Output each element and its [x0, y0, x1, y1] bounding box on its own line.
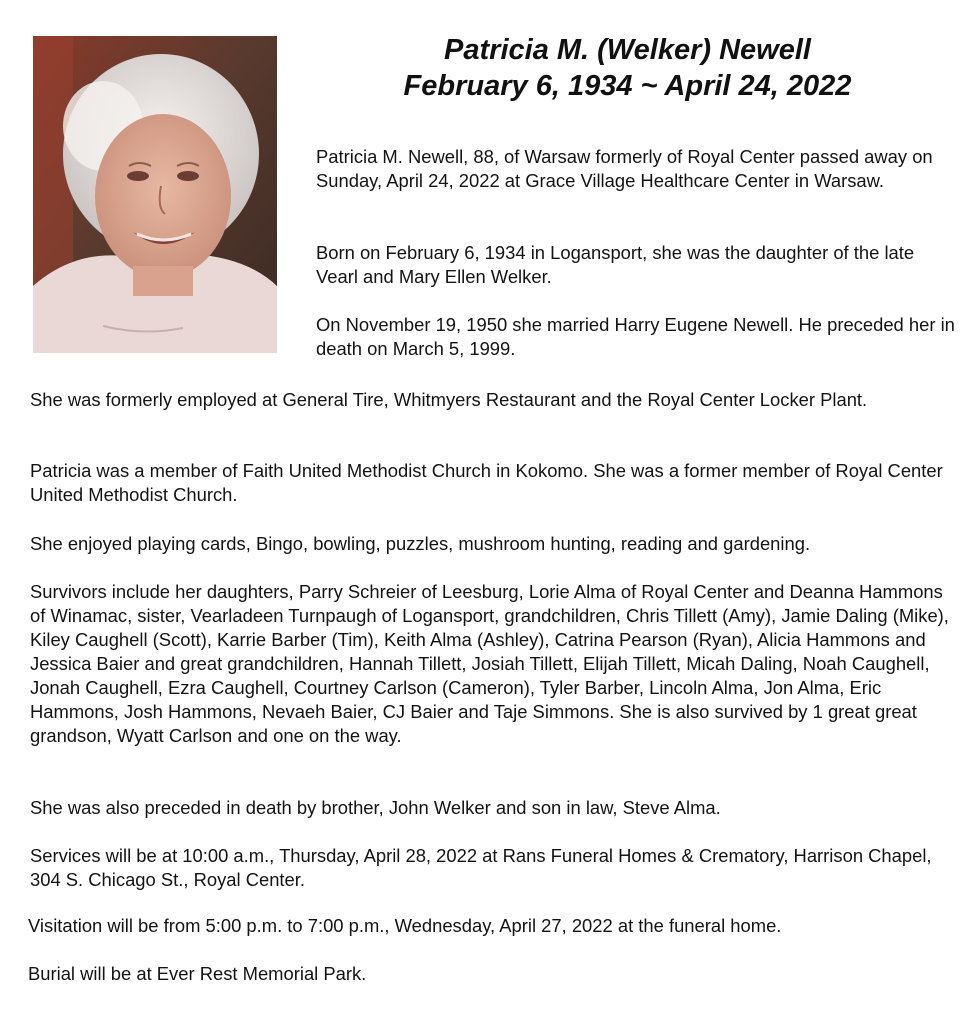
paragraph-marriage: On November 19, 1950 she married Harry Eugene Newell. He preceded her in death on March 5, 1999. [316, 314, 955, 359]
obituary-title [290, 32, 965, 104]
deceased-name: Patricia M. (Welker) Newell [444, 34, 811, 66]
paragraph-survivors: Survivors include her daughters, Parry Schreier of Leesburg, Lorie Alma of Royal Center and Deanna Hammons of Winamac, sister, Vearladeen Turnpaugh of Logansport, grandchildren, Chris Tillett (Amy), Jamie Daling (Mike), Kiley Caughell (Scott), Karrie Barber (Tim), Keith Alma (Ashley), Catrina Pearson (Ryan), Alicia Hammons and Jessica Baier and great grandchildren, Hannah Tillett, Josiah Tillett, Elijah Tillett, Micah Daling, Noah Caughell, Jonah Caughell, Ezra Caughell, Courtney Carlson (Cameron), Tyler Barber, Lincoln Alma, Jon Alma, Eric Hammons, Josh Hammons, Nevaeh Baier, CJ Baier and Taje Simmons. She is also survived by 1 great great grandson, Wyatt Carlson and one on the way. [30, 581, 949, 746]
paragraph-visitation: Visitation will be from 5:00 p.m. to 7:00 p.m., Wednesday, April 27, 2022 at the funeral home. [28, 915, 782, 936]
portrait-photo [33, 36, 277, 353]
paragraph-hobbies: She enjoyed playing cards, Bingo, bowling, puzzles, mushroom hunting, reading and gardening. [30, 533, 811, 554]
paragraph-birth: Born on February 6, 1934 in Logansport, she was the daughter of the late Vearl and Mary Ellen Welker. [316, 242, 915, 287]
paragraph-employment: She was formerly employed at General Tire, Whitmyers Restaurant and the Royal Center Locker Plant. [30, 389, 868, 410]
paragraph-burial: Burial will be at Ever Rest Memorial Park. [28, 963, 367, 984]
paragraph-intro: Patricia M. Newell, 88, of Warsaw formerly of Royal Center passed away on Sunday, April 24, 2022 at Grace Village Healthcare Center in Warsaw. [316, 146, 933, 191]
paragraph-services: Services will be at 10:00 a.m., Thursday, April 28, 2022 at Rans Funeral Homes & Crematory, Harrison Chapel, 304 S. Chicago St., Royal Center. [30, 845, 932, 890]
life-dates: February 6, 1934 ~ April 24, 2022 [403, 70, 852, 102]
paragraph-church: Patricia was a member of Faith United Methodist Church in Kokomo. She was a former member of Royal Center United Methodist Church. [30, 460, 943, 505]
paragraph-preceded: She was also preceded in death by brother, John Welker and son in law, Steve Alma. [30, 797, 721, 818]
